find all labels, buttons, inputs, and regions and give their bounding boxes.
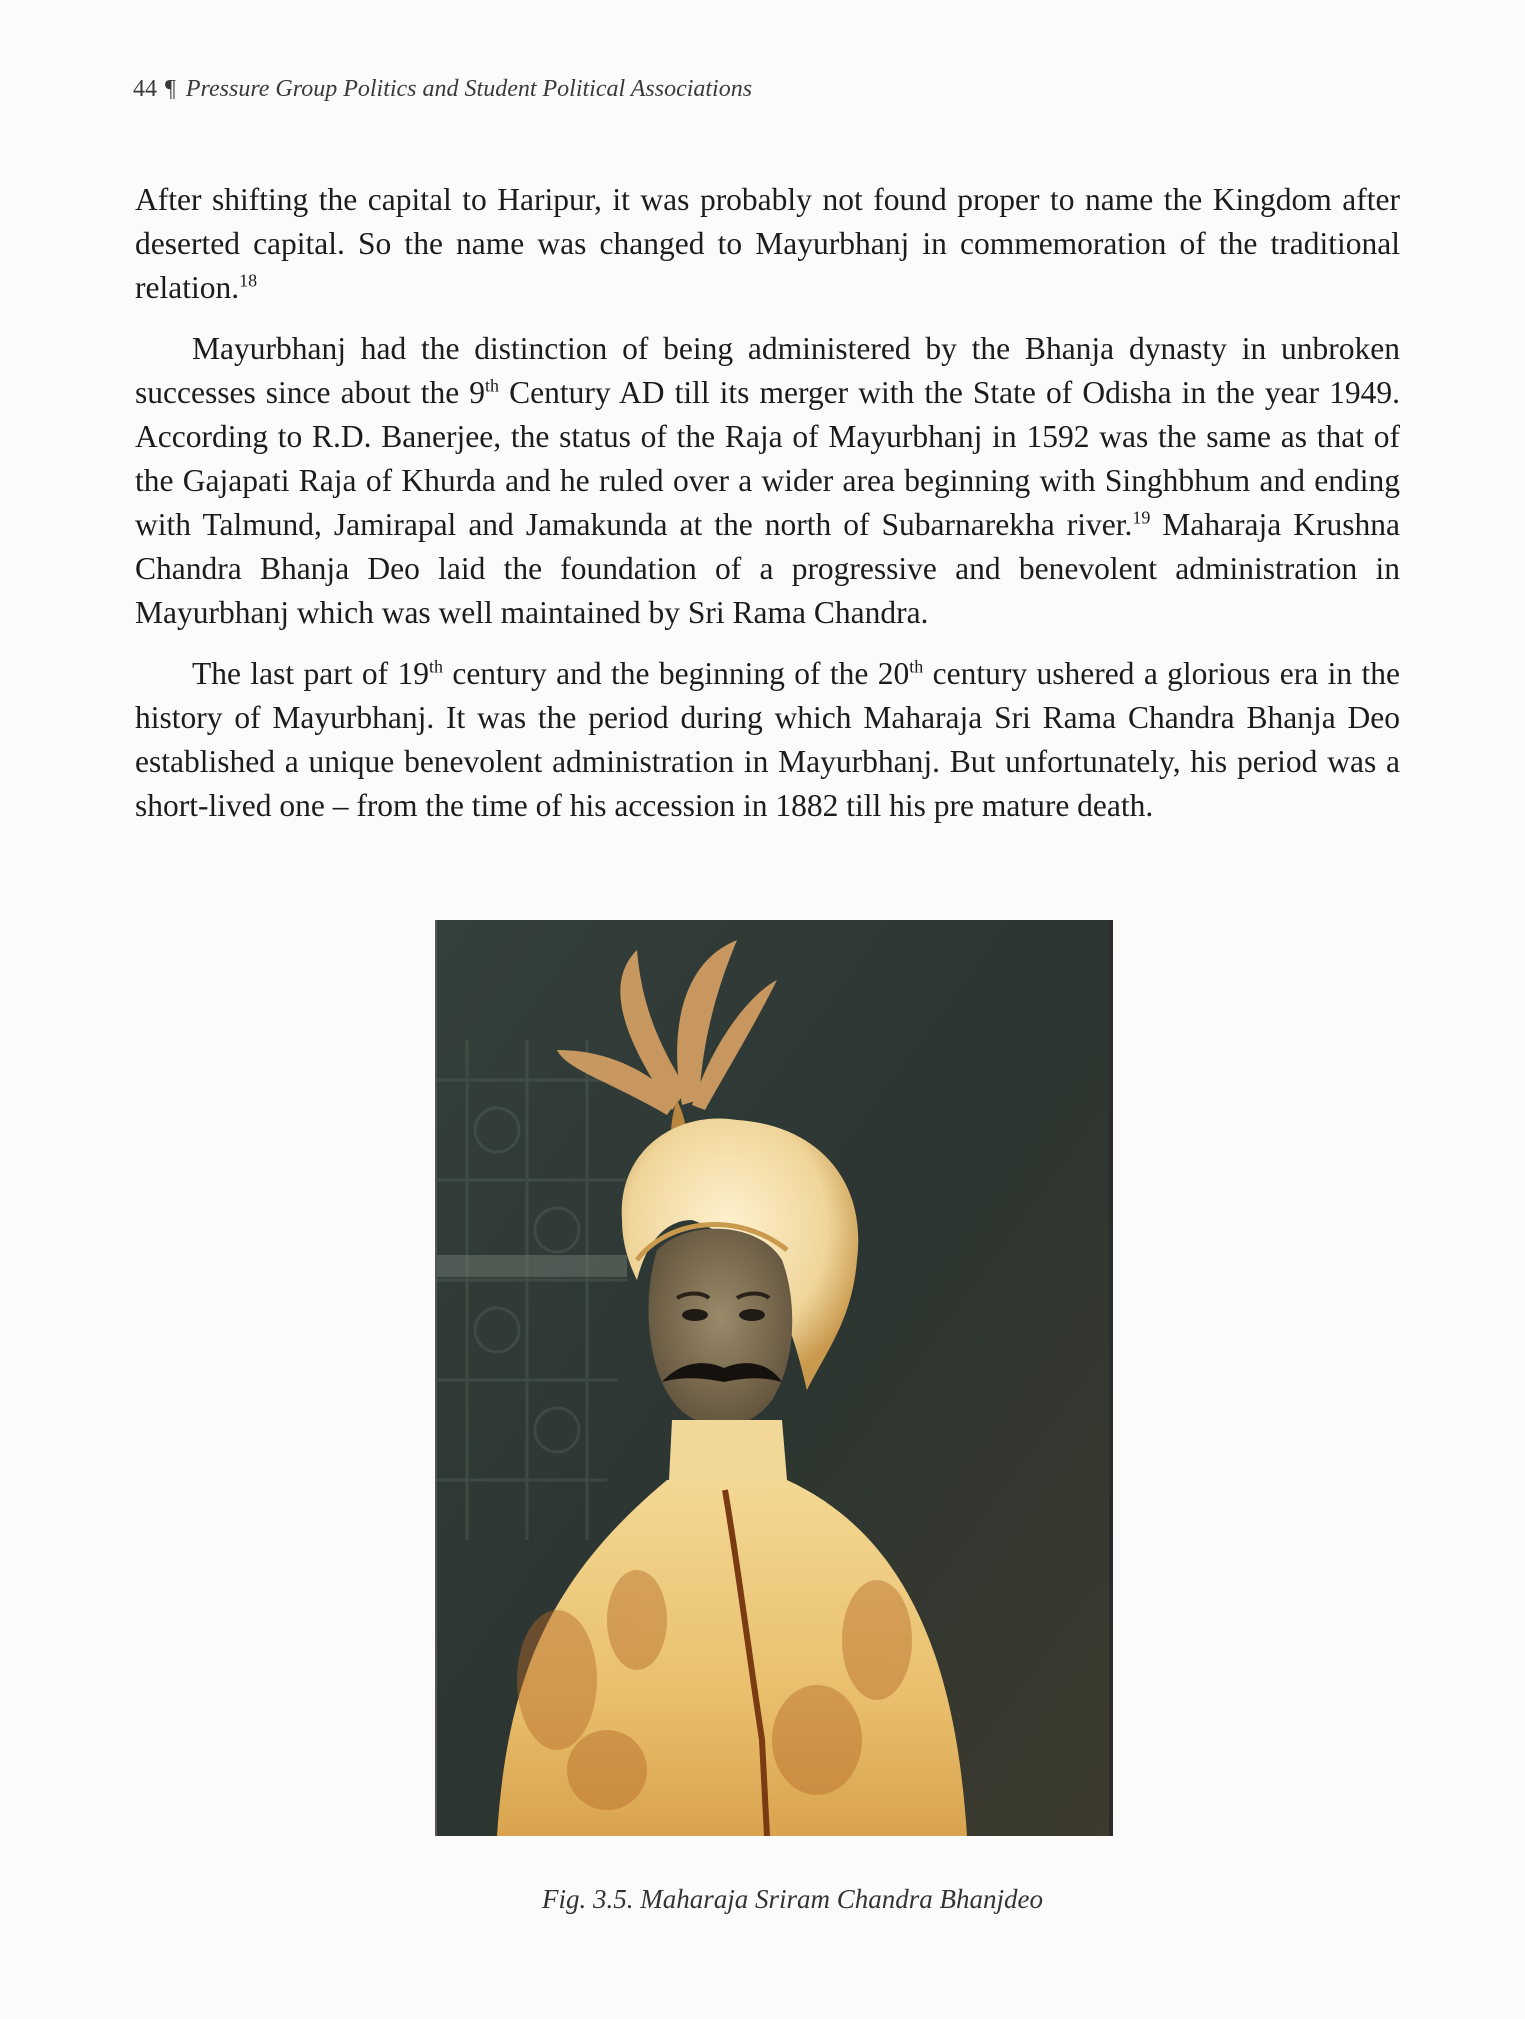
pilcrow-mark: ¶ [165, 76, 176, 102]
portrait-photo [435, 920, 1113, 1836]
ordinal-suffix: th [909, 656, 924, 677]
paragraph-3: The last part of 19th century and the beginning of the 20th century ushered a glorious era in the history of Mayurbhanj. It was the period during which Maharaja Sri Rama Chandra Bhanja Deo established a unique benevolent administration in Mayurbhanj. But unfortunately, his period was a short-lived one – from the time of his accession in 1882 till his pre mature death. [135, 656, 1400, 823]
paragraph-2: Mayurbhanj had the distinction of being administered by the Bhanja dynasty in unbroken successes since about the 9th Century AD till its merger with the State of Odisha in the year 1949. According to R.D. Banerjee, the status of the Raja of Mayurbhanj in 1592 was the same as that of the Gajapati Raja of Khurda and he ruled over a wider area beginning with Singhbhum and ending with Talmund, Jamirapal and Jamakunda at the north of Subarnarekha river.$^{19}$ Maharaja Krushna Chandra Bhanja Deo laid the foundation of a progressive and benevolent administration in Mayurbhanj which was well maintained by Sri Rama Chandra. [135, 331, 1401, 630]
body-text [135, 178, 1400, 845]
page-number: 44 [133, 76, 157, 102]
book-title: Pressure Group Politics and Student Political Associations [185, 76, 753, 102]
figure-caption: Fig. 3.5. Maharaja Sriram Chandra Bhanjdeo [541, 1884, 1043, 1914]
ordinal-suffix: th [428, 656, 443, 677]
running-head [133, 76, 752, 103]
portrait-illustration [437, 920, 1109, 1836]
footnote-ref-19: 19 [1132, 507, 1151, 528]
paragraph-1: After shifting the capital to Haripur, it was probably not found proper to name the Kingdom after deserted capital. So the name was changed to Mayurbhanj in commemoration of the traditional relation.$^{18}$ [135, 182, 1400, 305]
footnote-ref-18: 18 [239, 270, 258, 291]
ordinal-suffix: th [485, 375, 500, 396]
